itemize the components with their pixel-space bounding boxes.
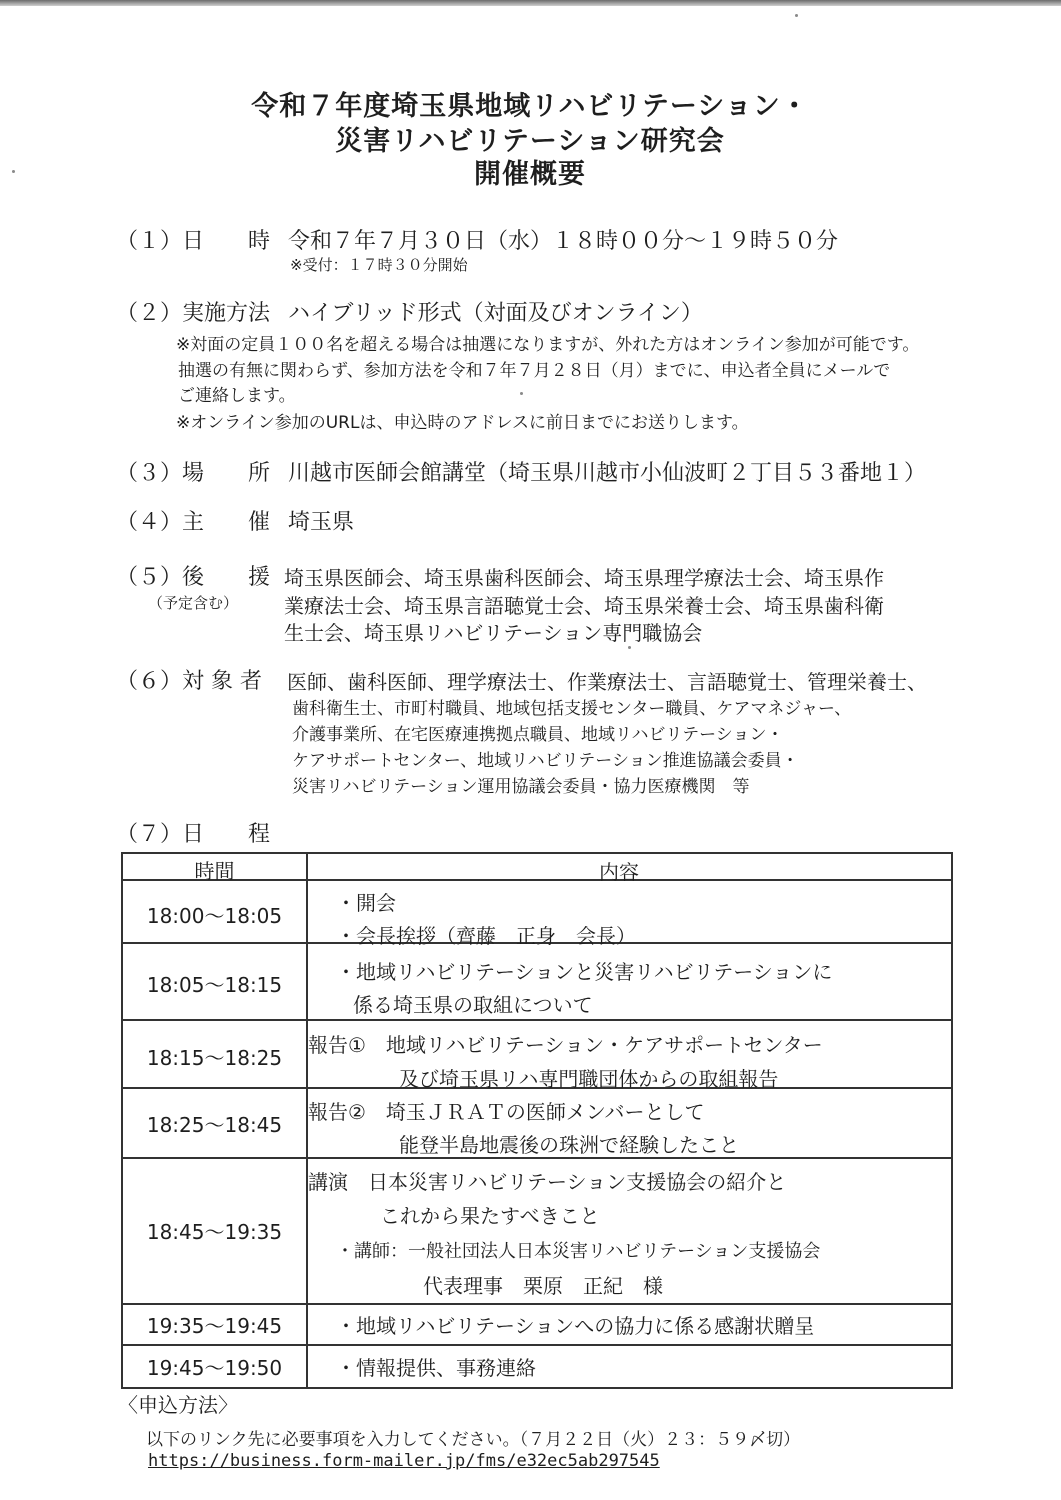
method-note-1: ※対面の定員１００名を超える場合は抽選になりますが、外れた方はオンライン参加が可能です。	[176, 335, 920, 355]
application-url-link[interactable]: https://business.form-mailer.jp/fms/e32ec5ab297545	[148, 1451, 660, 1471]
support-sublabel: （予定含む）	[148, 594, 239, 612]
method-note-4: ※オンライン参加のURLは、申込時のアドレスに前日までにお送りします。	[176, 413, 749, 433]
target-line-4: ケアサポートセンター、地域リハビリテーション推進協議会委員・	[292, 751, 799, 771]
header-content: 内容	[599, 860, 639, 884]
row-content-line: ・地域リハビリテーションへの協力に係る感謝状贈呈	[336, 1314, 815, 1338]
row-content-line: 代表理事 栗原 正紀 様	[423, 1274, 663, 1298]
method-note-2: 抽選の有無に関わらず、参加方法を令和７年７月２８日（月）までに、申込者全員にメールで	[178, 361, 891, 381]
support-line-2: 業療法士会、埼玉県言語聴覚士会、埼玉県栄養士会、埼玉県歯科衛	[284, 594, 884, 618]
scan-speck	[520, 392, 523, 395]
row-time: 19:45～19:50	[146, 1356, 283, 1380]
document-title-line-2: 災害リハビリテーション研究会	[335, 126, 725, 157]
target-line-3: 介護事業所、在宅医療連携拠点職員、地域リハビリテーション・	[292, 725, 784, 745]
row-content-line: ・会長挨拶（齊藤 正身 会長）	[336, 924, 636, 948]
row-time: 18:05～18:15	[146, 973, 283, 997]
schedule-label: （７）日 程	[116, 822, 271, 847]
method-value: ハイブリッド形式（対面及びオンライン）	[288, 301, 703, 326]
row-time: 18:15～18:25	[146, 1046, 283, 1070]
row-content-line: ・情報提供、事務連絡	[336, 1356, 536, 1380]
row-content-line: 報告① 地域リハビリテーション・ケアサポートセンター	[308, 1033, 823, 1057]
scan-top-edge	[0, 0, 1061, 6]
row-content-line: ・講師：一般社団法人日本災害リハビリテーション支援協会	[336, 1241, 821, 1262]
row-content-line: これから果たすべきこと	[380, 1204, 600, 1228]
target-label: （６）対 象 者	[116, 669, 262, 694]
document-title-line-3: 開催概要	[474, 159, 586, 190]
target-line-1: 医師、歯科医師、理学療法士、作業療法士、言語聴覚士、管理栄養士、	[287, 670, 927, 694]
row-content-line: 講演 日本災害リハビリテーション支援協会の紹介と	[308, 1170, 787, 1194]
row-time: 18:45～19:35	[146, 1220, 283, 1244]
support-line-1: 埼玉県医師会、埼玉県歯科医師会、埼玉県理学療法士会、埼玉県作	[284, 566, 884, 590]
datetime-label: （１）日 時	[116, 229, 271, 254]
host-label: （４）主 催	[116, 510, 271, 535]
row-divider	[123, 1303, 951, 1305]
schedule-table	[121, 852, 953, 1389]
scan-speck	[795, 14, 798, 17]
method-note-3: ご連絡します。	[178, 386, 296, 406]
document-title-line-1: 令和７年度埼玉県地域リハビリテーション・	[251, 91, 809, 122]
row-divider	[123, 1019, 951, 1021]
row-content-line: 能登半島地震後の珠洲で経験したこと	[399, 1133, 739, 1157]
row-time: 18:25～18:45	[146, 1113, 283, 1137]
support-line-3: 生士会、埼玉県リハビリテーション専門職協会	[284, 621, 703, 645]
row-content-line: ・開会	[336, 891, 396, 915]
row-content-line: ・地域リハビリテーションと災害リハビリテーションに	[336, 960, 833, 984]
header-time: 時間	[194, 859, 235, 883]
application-heading: 〈申込方法〉	[118, 1393, 238, 1417]
row-time: 18:00～18:05	[146, 904, 283, 928]
target-line-5: 災害リハビリテーション運用協議会委員・協力医療機関 等	[292, 777, 750, 797]
method-label: （２）実施方法	[116, 301, 271, 326]
scan-speck	[12, 170, 15, 173]
host-value: 埼玉県	[288, 510, 355, 535]
venue-label: （３）場 所	[116, 461, 271, 486]
row-content-line: 報告② 埼玉ＪＲＡＴの医師メンバーとして	[308, 1100, 705, 1124]
row-content-line: 係る埼玉県の取組について	[353, 993, 593, 1017]
scan-speck	[628, 646, 631, 649]
application-instruction: 以下のリンク先に必要事項を入力してください。（７月２２日（火）２３：５９〆切）	[146, 1430, 801, 1450]
row-divider	[123, 1344, 951, 1346]
target-line-2: 歯科衛生士、市町村職員、地域包括支援センター職員、ケアマネジャー、	[292, 699, 852, 719]
venue-value: 川越市医師会館講堂（埼玉県川越市小仙波町２丁目５３番地１）	[288, 461, 927, 486]
row-time: 19:35～19:45	[146, 1314, 283, 1338]
datetime-note: ※受付：１７時３０分開始	[290, 256, 468, 274]
support-label: （５）後 援	[116, 565, 271, 590]
datetime-value: 令和７年７月３０日（水）１８時００分～１９時５０分	[288, 229, 839, 254]
row-content-line: 及び埼玉県リハ専門職団体からの取組報告	[399, 1067, 779, 1091]
